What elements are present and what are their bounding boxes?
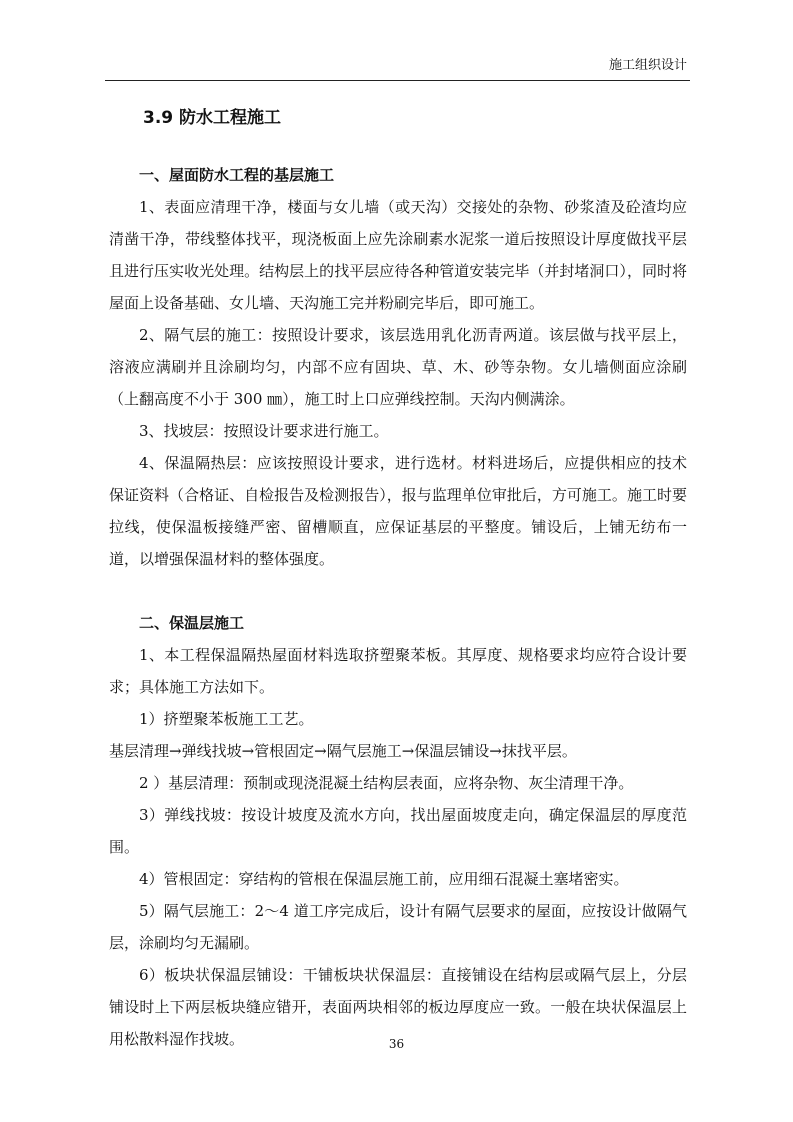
process-flow: 基层清理→弹线找坡→管根固定→隔气层施工→保温层铺设→抹找平层。: [109, 742, 577, 760]
running-header: 施工组织设计: [608, 58, 687, 73]
paragraph: 1、本工程保温隔热屋面材料选取挤塑聚苯板。其厚度、规格要求均应符合设计要求；具体施工方法如下。: [109, 646, 687, 696]
paragraph: 2、隔气层的施工：按照设计要求，该层选用乳化沥青两道。该层做与找平层上，溶液应满刷并且涂刷均匀，内部不应有固块、草、木、砂等杂物。女儿墙侧面应涂刷（上翻高度不小于 300 ㎜），施工时上口应弹线控制。天沟内侧满涂。: [109, 326, 687, 408]
subheading-insulation: 二、保温层施工: [139, 614, 245, 632]
paragraph: 1）挤塑聚苯板施工工艺。: [139, 710, 314, 728]
paragraph: 1、表面应清理干净，楼面与女儿墙（或天沟）交接处的杂物、砂浆渣及砼渣均应清凿干净，带线整体找平，现浇板面上应先涂刷素水泥浆一道后按照设计厚度做找平层且进行压实收光处理。结构层上的找平层应待各种管道安装完毕（并封堵洞口），同时将屋面上设备基础、女儿墙、天沟施工完并粉刷完毕后，即可施工。: [109, 198, 687, 312]
document-body: [109, 104, 687, 1055]
subheading-base-layer: 一、屋面防水工程的基层施工: [139, 166, 335, 184]
paragraph: 2 ）基层清理：预制或现浇混凝土结构层表面，应将杂物、灰尘清理干净。: [139, 774, 634, 792]
paragraph: 4）管根固定：穿结构的管根在保温层施工前，应用细石混凝土塞堵密实。: [139, 870, 629, 888]
paragraph: 3）弹线找坡：按设计坡度及流水方向，找出屋面坡度走向，确定保温层的厚度范围。: [109, 806, 687, 856]
header-rule: [105, 80, 690, 81]
paragraph: 4、保温隔热层：应该按照设计要求，进行选材。材料进场后，应提供相应的技术保证资料（合格证、自检报告及检测报告），报与监理单位审批后，方可施工。施工时要拉线，使保温板接缝严密、留槽顺直，应保证基层的平整度。铺设后，上铺无纺布一道，以增强保温材料的整体强度。: [109, 454, 687, 568]
page-number: 36: [388, 1037, 405, 1051]
section-title: 3.9 防水工程施工: [143, 108, 282, 128]
paragraph: 5）隔气层施工：2～4 道工序完成后，设计有隔气层要求的屋面，应按设计做隔气层，涂刷均匀无漏刷。: [109, 902, 687, 952]
paragraph: 6）板块状保温层铺设：干铺板块状保温层：直接铺设在结构层或隔气层上，分层铺设时上下两层板块缝应错开，表面两块相邻的板边厚度应一致。一般在块状保温层上用松散料湿作找坡。: [109, 966, 687, 1048]
paragraph: 3、找坡层：按照设计要求进行施工。: [139, 422, 389, 440]
